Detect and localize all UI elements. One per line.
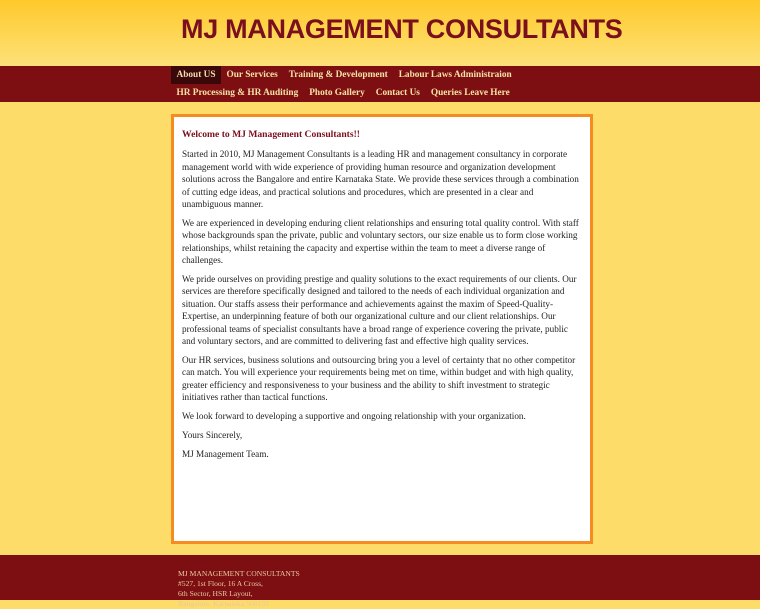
welcome-heading: Welcome to MJ Management Consultants!! [182, 129, 360, 140]
footer-address-line: #527, 1st Floor, 16 A Cross, [178, 579, 263, 588]
nav-contact-us[interactable]: Contact Us [375, 88, 420, 98]
paragraph-experience: We are experienced in developing enduring client relationships and ensuring total quality control. With staff whose backgrounds span the private, public and voluntary sectors, our size enable us to form close working relationships, whilst retaining the capacity and expertise within the team to meet a diverse range of challenges. [182, 217, 579, 266]
main-navigation [0, 66, 760, 102]
site-title: MJ MANAGEMENT CONSULTANTS [181, 14, 623, 44]
nav-about-us[interactable]: About US [171, 66, 221, 84]
footer-address [178, 569, 300, 609]
nav-row-2 [171, 84, 515, 102]
site-header [0, 0, 760, 66]
footer-address-line: 6th Sector, HSR Layout, [178, 589, 253, 598]
nav-hr-processing[interactable]: HR Processing & HR Auditing [176, 88, 299, 98]
nav-row-1 [171, 66, 517, 84]
nav-photo-gallery[interactable]: Photo Gallery [309, 88, 365, 98]
nav-training-development[interactable]: Training & Development [288, 70, 388, 80]
content-panel [171, 114, 593, 544]
footer-address-line: Bangalore, Karnataka 560102 [178, 599, 269, 608]
signature: MJ Management Team. [182, 448, 269, 459]
footer-company-name: MJ MANAGEMENT CONSULTANTS [178, 569, 300, 578]
nav-our-services[interactable]: Our Services [226, 70, 278, 80]
signoff: Yours Sincerely, [182, 430, 243, 441]
paragraph-intro: Started in 2010, MJ Management Consultants is a leading HR and management consultancy in corporate management world with wide experience of providing human resource and organization development solutions across the Bangalore and entire Karnataka State. We provide these services through a combination of cutting edge ideas, and practical solutions and procedures, which are presented in a clear and unambiguous manner. [182, 149, 579, 210]
nav-labour-laws[interactable]: Labour Laws Administraion [398, 70, 512, 80]
paragraph-quality: We pride ourselves on providing prestige and quality solutions to the exact requirements of our clients. Our services are therefore specifically designed and tailored to the needs of each individual organization and situation. Our staffs assess their performance and achievements against the maxim of Speed-Quality-Expertise, an underpinning feature of both our organizational culture and our client relationships. Our professional teams of specialist consultants have a broad range of experience covering the private, public and voluntary sectors, and are committed to delivering fast and effective high quality services. [182, 274, 577, 347]
paragraph-services: Our HR services, business solutions and outsourcing bring you a level of certainty that no other competitor can match. You will experience your requirements being met on time, within budget and with high quality, greater efficiency and responsiveness to your business and the ability to shift investment to strategic initiatives rather than tactical functions. [182, 355, 576, 403]
paragraph-closing: We look forward to developing a supportive and ongoing relationship with your organization. [182, 411, 526, 422]
nav-queries[interactable]: Queries Leave Here [430, 88, 510, 98]
site-footer [0, 555, 760, 608]
